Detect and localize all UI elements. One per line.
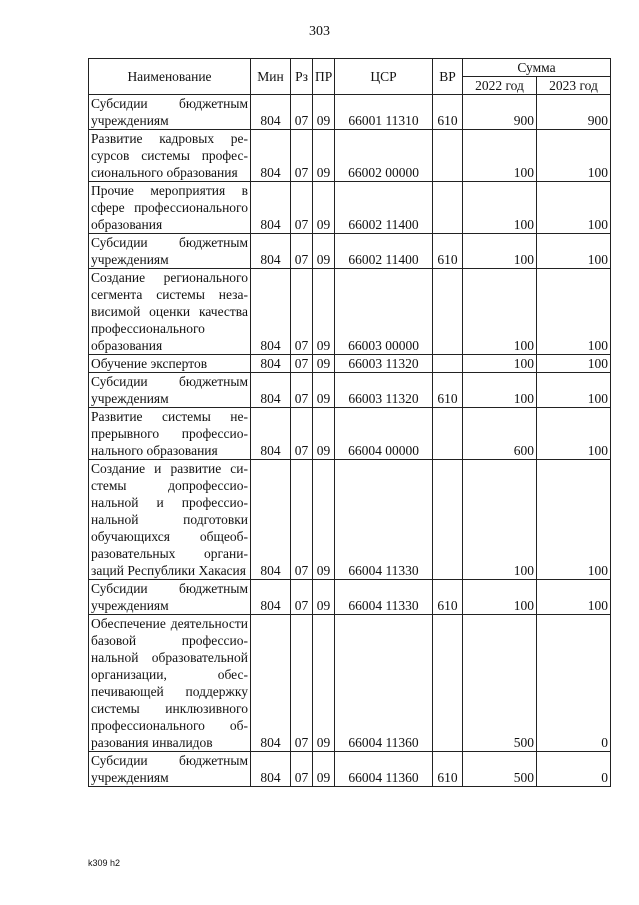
cell-name: Обучение экспертов — [89, 355, 251, 373]
cell-csr: 66001 11310 — [335, 95, 433, 130]
cell-min: 804 — [251, 460, 291, 580]
cell-vr — [433, 130, 463, 182]
table-row — [89, 269, 611, 355]
cell-sum-2022: 100 — [463, 130, 537, 182]
cell-pr: 09 — [313, 182, 335, 234]
cell-sum-2023: 100 — [537, 269, 611, 355]
cell-rz: 07 — [291, 95, 313, 130]
cell-vr — [433, 615, 463, 752]
table-row — [89, 460, 611, 580]
cell-vr: 610 — [433, 752, 463, 787]
header-year-2022: 2022 год — [463, 77, 537, 95]
cell-sum-2022: 600 — [463, 408, 537, 460]
cell-min: 804 — [251, 182, 291, 234]
table-row — [89, 182, 611, 234]
cell-min: 804 — [251, 615, 291, 752]
table-body — [89, 95, 611, 787]
cell-csr: 66002 11400 — [335, 182, 433, 234]
cell-pr: 09 — [313, 234, 335, 269]
cell-rz: 07 — [291, 752, 313, 787]
cell-pr: 09 — [313, 752, 335, 787]
cell-pr: 09 — [313, 373, 335, 408]
cell-min: 804 — [251, 580, 291, 615]
header-name: Наименование — [89, 59, 251, 95]
cell-min: 804 — [251, 752, 291, 787]
cell-csr: 66004 11360 — [335, 752, 433, 787]
cell-sum-2023: 900 — [537, 95, 611, 130]
cell-vr — [433, 408, 463, 460]
cell-csr: 66002 00000 — [335, 130, 433, 182]
cell-sum-2023: 100 — [537, 130, 611, 182]
cell-sum-2022: 100 — [463, 269, 537, 355]
header-vr: ВР — [433, 59, 463, 95]
cell-rz: 07 — [291, 580, 313, 615]
cell-pr: 09 — [313, 95, 335, 130]
header-csr: ЦСР — [335, 59, 433, 95]
cell-sum-2022: 900 — [463, 95, 537, 130]
cell-sum-2022: 500 — [463, 752, 537, 787]
cell-rz: 07 — [291, 373, 313, 408]
cell-name: Субсидии бюджетным учреждениям — [89, 234, 251, 269]
cell-csr: 66003 11320 — [335, 373, 433, 408]
cell-sum-2023: 100 — [537, 355, 611, 373]
table-row — [89, 752, 611, 787]
cell-sum-2022: 500 — [463, 615, 537, 752]
cell-vr — [433, 269, 463, 355]
cell-vr — [433, 460, 463, 580]
cell-rz: 07 — [291, 460, 313, 580]
cell-sum-2023: 100 — [537, 408, 611, 460]
cell-min: 804 — [251, 355, 291, 373]
cell-vr: 610 — [433, 95, 463, 130]
cell-sum-2022: 100 — [463, 355, 537, 373]
cell-csr: 66003 11320 — [335, 355, 433, 373]
table-row — [89, 580, 611, 615]
cell-csr: 66004 00000 — [335, 408, 433, 460]
cell-rz: 07 — [291, 182, 313, 234]
cell-pr: 09 — [313, 460, 335, 580]
footer-code: k309 h2 — [88, 858, 121, 868]
header-min: Мин — [251, 59, 291, 95]
cell-sum-2023: 100 — [537, 182, 611, 234]
cell-pr: 09 — [313, 615, 335, 752]
table-row — [89, 234, 611, 269]
cell-csr: 66004 11330 — [335, 580, 433, 615]
cell-name: Субсидии бюджетным учреждениям — [89, 373, 251, 408]
cell-min: 804 — [251, 408, 291, 460]
cell-vr: 610 — [433, 580, 463, 615]
cell-sum-2023: 100 — [537, 373, 611, 408]
cell-min: 804 — [251, 234, 291, 269]
cell-vr: 610 — [433, 234, 463, 269]
budget-table — [88, 58, 611, 787]
table-row — [89, 355, 611, 373]
cell-sum-2022: 100 — [463, 182, 537, 234]
cell-pr: 09 — [313, 269, 335, 355]
header-pr: ПР — [313, 59, 335, 95]
cell-sum-2023: 0 — [537, 752, 611, 787]
cell-rz: 07 — [291, 234, 313, 269]
cell-name: Субсидии бюджетным учреждениям — [89, 752, 251, 787]
table-row — [89, 95, 611, 130]
cell-vr: 610 — [433, 373, 463, 408]
cell-pr: 09 — [313, 355, 335, 373]
cell-vr — [433, 355, 463, 373]
cell-pr: 09 — [313, 130, 335, 182]
cell-rz: 07 — [291, 615, 313, 752]
cell-rz: 07 — [291, 130, 313, 182]
cell-pr: 09 — [313, 408, 335, 460]
cell-rz: 07 — [291, 408, 313, 460]
cell-csr: 66004 11330 — [335, 460, 433, 580]
cell-name: Прочие мероприятия в сфере профессионального образования — [89, 182, 251, 234]
table-header — [89, 59, 611, 95]
cell-name: Создание и развитие системы допрофессиональной и профессиональной подготовки обучающихся общеобразовательных организаций Республики Хакасия — [89, 460, 251, 580]
cell-sum-2023: 100 — [537, 460, 611, 580]
cell-name: Субсидии бюджетным учреждениям — [89, 95, 251, 130]
cell-vr — [433, 182, 463, 234]
cell-name: Развитие кадровых ресурсов системы профессионального образования — [89, 130, 251, 182]
table-row — [89, 615, 611, 752]
cell-name: Создание регионального сегмента системы независимой оценки качества профессионального образования — [89, 269, 251, 355]
page-number: 303 — [309, 24, 330, 39]
cell-sum-2023: 0 — [537, 615, 611, 752]
table-row — [89, 130, 611, 182]
cell-sum-2022: 100 — [463, 234, 537, 269]
cell-name: Развитие системы непрерывного профессионального образования — [89, 408, 251, 460]
header-sum: Сумма — [463, 59, 611, 77]
cell-min: 804 — [251, 130, 291, 182]
cell-rz: 07 — [291, 269, 313, 355]
cell-sum-2022: 100 — [463, 373, 537, 408]
cell-sum-2023: 100 — [537, 234, 611, 269]
cell-min: 804 — [251, 373, 291, 408]
cell-sum-2022: 100 — [463, 580, 537, 615]
cell-name: Обеспечение деятельности базовой профессиональной образовательной организации, обеспечивающей поддержку системы инклюзивного профессионального образования инвалидов — [89, 615, 251, 752]
cell-csr: 66004 11360 — [335, 615, 433, 752]
header-rz: Рз — [291, 59, 313, 95]
cell-min: 804 — [251, 269, 291, 355]
cell-sum-2023: 100 — [537, 580, 611, 615]
header-year-2023: 2023 год — [537, 77, 611, 95]
cell-rz: 07 — [291, 355, 313, 373]
cell-sum-2022: 100 — [463, 460, 537, 580]
cell-csr: 66003 00000 — [335, 269, 433, 355]
cell-pr: 09 — [313, 580, 335, 615]
cell-csr: 66002 11400 — [335, 234, 433, 269]
cell-name: Субсидии бюджетным учреждениям — [89, 580, 251, 615]
table-row — [89, 408, 611, 460]
cell-min: 804 — [251, 95, 291, 130]
table-row — [89, 373, 611, 408]
